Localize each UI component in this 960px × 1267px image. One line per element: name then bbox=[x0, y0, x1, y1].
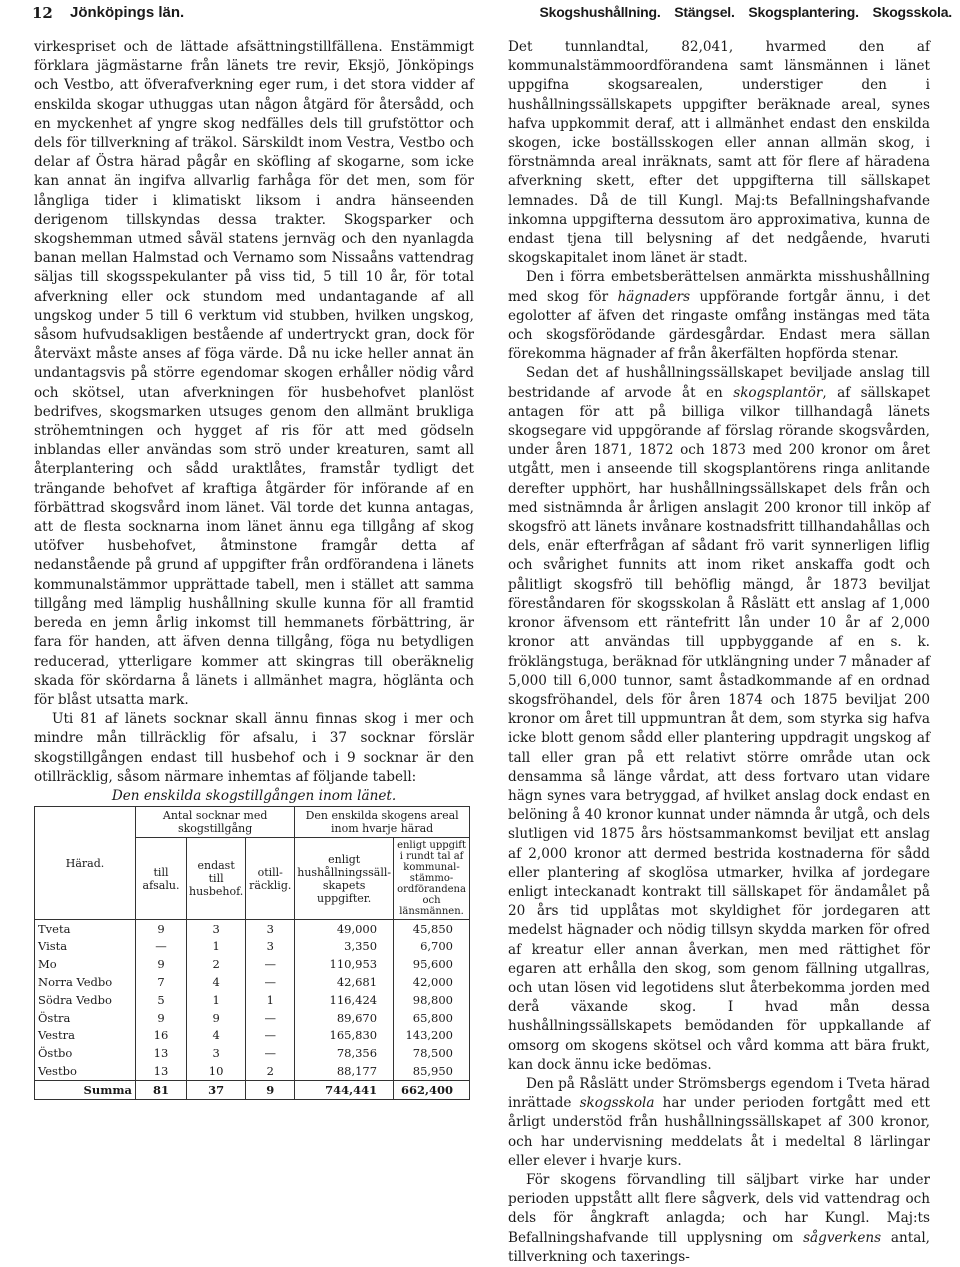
otillracklig-cell: 3 bbox=[246, 920, 295, 938]
husbehof-cell: 1 bbox=[187, 938, 246, 956]
right-column bbox=[508, 38, 930, 1267]
hushallning-cell: 42,681 bbox=[295, 974, 394, 992]
harad-cell: Norra Vedbo bbox=[35, 974, 136, 992]
table-row bbox=[35, 974, 470, 992]
afsalu-cell: 13 bbox=[136, 1063, 187, 1081]
forest-table bbox=[34, 806, 470, 1100]
table-sum-row bbox=[35, 1081, 470, 1100]
hushallning-cell: 89,670 bbox=[295, 1009, 394, 1027]
kommunal-cell: 45,850 bbox=[394, 920, 470, 938]
running-title: Jönköpings län. bbox=[70, 4, 185, 21]
paragraph: Den i förra embetsberättelsen anmärkta misshushållning med skog för hägnaders uppförande fortgår ännu, i det egolotter af äfven det ringaste omfång instängas med täta och skogsförödande gärdesgårdar. Endast mera sällan förekomma hägnader af från åkerfälten hopförda stenar. bbox=[508, 269, 931, 363]
harad-cell: Vestra bbox=[35, 1027, 136, 1045]
afsalu-cell: 16 bbox=[136, 1027, 187, 1045]
hushallning-cell: 78,356 bbox=[295, 1045, 394, 1063]
hushallning-cell: 49,000 bbox=[295, 920, 394, 938]
kommunal-cell: 98,800 bbox=[394, 991, 470, 1009]
husbehof-cell: 4 bbox=[187, 1027, 246, 1045]
kommunal-cell: 85,950 bbox=[394, 1063, 470, 1081]
table-row bbox=[35, 938, 470, 956]
afsalu-cell: 5 bbox=[136, 991, 187, 1009]
table-row bbox=[35, 1045, 470, 1063]
otillracklig-cell: 3 bbox=[246, 938, 295, 956]
paragraph: Sedan det af hushållningssällskapet beviljade anslag till bestridande af arvode åt en skogsplantör, af sällskapet antagen för att på billiga vilkor tillhandagå länets skogsegare vid uppgörande af förslag rörande skogsvården, under åren 1871, 1872 och 1873 med 200 kronor om året utgått, men i anseende till skogsplantörens ringa anlitande derefter upphört, har hushållningssällskapet dels från och med sistnämnda år årligen anslagit 200 kronor till inköp af skogsfrö att länets invånare kostnadsfritt tillhandahållas och dels, enär efterfrågan af sådant frö varit synnerligen liflig och svårighet funnits att inom riket anskaffa godt och pålitligt skogsfrö till behöflig mängd, år 1873 beviljat föreståndaren för skogsskolan å Råslätt ett anslag af 1,000 kronor äfvensom ett räntefritt lån under 10 år af 2,000 kronor att användas till uppbyggande af en s. k. fröklängstuga, beräknad för utklängning under 7 månader af 5,000 till 6,000 tunnor, samt åstadkommande af en ordnad skogsfröhandel, dels för åren 1874 och 1875 beviljat 200 kronor om året till uppmuntran åt dem, som styrka sig hafva icke blott genom sådd eller plantering uppdragit ungskog af tall eller gran på ett relativt större område utan ock densamma så länge vårdat, att dess fortvaro utan vidare hägn synes vara betryggad, af hvilket anslag dock endast en belöning å 40 kronor kunnat under nämnda år utgå, och dels slutligen vid 1875 års höstsammankomst beviljat ett anslag af 2,000 kronor att dermed bestrida kostnaderna för sådd eller plantering af skoglösa utmarker, hvilka af jordegare enligt inteckanadt kontrakt till sällskapet för ändamålet på 20 års tid upplåtas mot skyldighet för jordegaren att medelst hägnader och nödig tillsyn skydda marken för ofred af kreatur eller annan åverkan, men med rättighet för egaren att erhålla den skog, som genom fällning utgallras, och utan lösen vid legotidens slut återbekomma jorden med derå växande skog. I hvad mån dessa hushållningssällskapets bemödanden för uppkallande af omsorg om skogens skötsel och vård komma att bära frukt, kan dock ännu icke bedömas. bbox=[508, 365, 930, 1073]
page-number: 12 bbox=[32, 4, 53, 22]
husbehof-cell: 10 bbox=[187, 1063, 246, 1081]
paragraph: Den på Råslätt under Strömsbergs egendom i Tveta härad inrättade skogsskola har under perioden fortgått med ett årligt understöd från hushållningssällskapet af 300 kronor, och har undervisning meddelats åt i medeltal 8 lärlingar eller elever i hvarje kurs. bbox=[508, 1075, 930, 1169]
left-column bbox=[34, 38, 474, 1100]
kommunal-cell: 65,800 bbox=[394, 1009, 470, 1027]
afsalu-cell: 7 bbox=[136, 974, 187, 992]
hushallning-cell: 165,830 bbox=[295, 1027, 394, 1045]
paragraph: Uti 81 af länets socknar skall ännu finnas skog i mer och mindre mån tillräcklig för afsalu, i 37 socknar förslär skogstillgången endast till husbehof och i 9 socknar är den otillräcklig, såsom närmare inhemtas af följande tabell: bbox=[34, 711, 474, 785]
harad-cell: Östbo bbox=[35, 1045, 136, 1063]
topic-skogsskola: Skogsskola. bbox=[872, 4, 952, 20]
kommunal-cell: 42,000 bbox=[394, 974, 470, 992]
sum-label: Summa bbox=[35, 1081, 136, 1100]
sum-cell: 9 bbox=[246, 1081, 295, 1100]
paragraph: Det tunnlandtal, 82,041, hvarmed den af kommunalstämmoordförandena samt länsmännen i länet uppgifna skogsarealen, understiger den i hushållningssällskapets uppgifter beräknade areal, synes hafva uppkommit deraf, att i allmänhet endast den enskilda skogen, icke boställsskogen eller annan allmän skog, i förstnämnda areal inräknats, samt att för flere af häradena afverkning skett, efter det uppgifterna till sällskapet lemnades. Då de till Kungl. Maj:ts Befallningshafvande inkomna uppgifterna dessutom äro approximativa, kunna de endast tjena till belysning af det nedgående, hvaruti skogskapitalet inom länet är stadt. bbox=[508, 39, 930, 267]
kommunal-cell: 6,700 bbox=[394, 938, 470, 956]
otillracklig-cell: — bbox=[246, 956, 295, 974]
col-husbehof: endast till husbehof. bbox=[187, 838, 246, 920]
afsalu-cell: 13 bbox=[136, 1045, 187, 1063]
husbehof-cell: 4 bbox=[187, 974, 246, 992]
hushallning-cell: 116,424 bbox=[295, 991, 394, 1009]
otillracklig-cell: — bbox=[246, 1009, 295, 1027]
sum-cell: 37 bbox=[187, 1081, 246, 1100]
paragraph: virkespriset och de lättade afsättningstillfällena. Enstämmigt förklara jägmästarne från länets tre revir, Eksjö, Jönköpings och Vestbo, att öfverafverkning eger rum, i det stora vidder af enskilda skogar uthuggas utan någon åtgärd för återsådd, och en myckenhet af yngre skog nedfälles dels till grufstöttor och dels för tillverkning af träkol. Särskildt inom Vestra, Vestbo och delar af Östra härad pågår en sköfling af skogarne, som icke kan annat än ingifva allvarlig farhåga för det men, som för långliga tider i klimatiskt liksom i andra hänseenden derigenom tillskyndas dessa trakter. Skogsparker och skogshemman utmed såväl statens jernväg och den nyanlagda banan mellan Halmstad och Vernamo som Nissaåns vattendrag säljas till skogsspekulanter på viss tid, 5 till 10 år, för total afverkning eller ock stundom med undantagande af all ungskog under 5 till 6 verktum vid stubben, hvilken ungskog, såsom hufvudsakligen bestående af undertryckt gran, dock för återväxt måste anses af föga värde. Då nu icke heller annat än undantagsvis på större egendomar skogen erhåller nödig vård och skötsel, utan afverkningen för husbehofvet planlöst bedrifves, skogsmarken utsuges genom den allmänt brukliga ströhemtningen och hygget af ris för att med gödseln inblandas eller användas som strö under kreaturen, samt all återplantering och sådd uraktlåtes, framstår tydligt det trängande behofvet af kraftiga åtgärder för införande af en förbättrad skogsvård inom länet. Väl torde det kunna antagas, att de flesta socknarna inom länet ännu ega tillgång af skog utöfver husbehofvet, åtminstone framgår detta af nedanstående på grund af uppgifter från ordförandena i länets kommunalstämmor upprättade tabell, men i stället att samma tillgång med lämplig hushållning skulle kunna för all framtid bereda en jemn årlig inkomst till hemmanets förbättring, är fara för handen, att äfven denna tillgång, föga nu betydligen reducerad, ytterligare kommer att skingras till oberäknelig skada för skördarna å länets i allmänhet magra, höglänta och för blåst utsatta mark. bbox=[34, 39, 474, 708]
harad-cell: Mo bbox=[35, 956, 136, 974]
col-hushallning: enligt hushållningssäll-skapets uppgifter. bbox=[295, 838, 394, 920]
husbehof-cell: 3 bbox=[187, 1045, 246, 1063]
otillracklig-cell: — bbox=[246, 974, 295, 992]
husbehof-cell: 1 bbox=[187, 991, 246, 1009]
table-row bbox=[35, 1063, 470, 1081]
harad-cell: Tveta bbox=[35, 920, 136, 938]
table-row bbox=[35, 991, 470, 1009]
col-afsalu: till afsalu. bbox=[136, 838, 187, 920]
sum-cell: 744,441 bbox=[295, 1081, 394, 1100]
hushallning-cell: 88,177 bbox=[295, 1063, 394, 1081]
table-row bbox=[35, 956, 470, 974]
col-kommunal: enligt uppgift i rundt tal af kommunal-stämmo-ordförandena och länsmännen. bbox=[394, 838, 470, 920]
afsalu-cell: — bbox=[136, 938, 187, 956]
harad-cell: Vista bbox=[35, 938, 136, 956]
afsalu-cell: 9 bbox=[136, 956, 187, 974]
col-group-areal: Den enskilda skogens areal inom hvarje härad bbox=[295, 807, 470, 838]
hushallning-cell: 110,953 bbox=[295, 956, 394, 974]
husbehof-cell: 2 bbox=[187, 956, 246, 974]
kommunal-cell: 78,500 bbox=[394, 1045, 470, 1063]
table-row bbox=[35, 1027, 470, 1045]
section-topics bbox=[529, 4, 952, 20]
col-group-socknar: Antal socknar med skogstillgång bbox=[136, 807, 295, 838]
topic-skogshushallning: Skogshushållning. bbox=[539, 4, 661, 20]
topic-skogsplantering: Skogsplantering. bbox=[748, 4, 859, 20]
table-row bbox=[35, 920, 470, 938]
table-row bbox=[35, 1009, 470, 1027]
paragraph: För skogens förvandling till säljbart virke har under perioden uppstått allt flere sågverk, dels vid vattendrag och dels för ångkraft anlagda; och har Kungl. Maj:ts Befallningshafvande till upplysning om sågverkens antal, tillverkning och taxerings- bbox=[508, 1171, 931, 1265]
otillracklig-cell: 2 bbox=[246, 1063, 295, 1081]
topic-stangsel: Stängsel. bbox=[674, 4, 735, 20]
husbehof-cell: 3 bbox=[187, 920, 246, 938]
harad-cell: Östra bbox=[35, 1009, 136, 1027]
harad-cell: Södra Vedbo bbox=[35, 991, 136, 1009]
hushallning-cell: 3,350 bbox=[295, 938, 394, 956]
sum-cell: 81 bbox=[136, 1081, 187, 1100]
col-harad: Härad. bbox=[35, 807, 136, 920]
afsalu-cell: 9 bbox=[136, 1009, 187, 1027]
afsalu-cell: 9 bbox=[136, 920, 187, 938]
page-header bbox=[0, 0, 960, 28]
sum-cell: 662,400 bbox=[394, 1081, 470, 1100]
otillracklig-cell: — bbox=[246, 1027, 295, 1045]
otillracklig-cell: 1 bbox=[246, 991, 295, 1009]
table-caption: Den enskilda skogstillgången inom länet. bbox=[111, 787, 397, 804]
col-otillracklig: otill-räcklig. bbox=[246, 838, 295, 920]
harad-cell: Vestbo bbox=[35, 1063, 136, 1081]
kommunal-cell: 95,600 bbox=[394, 956, 470, 974]
husbehof-cell: 9 bbox=[187, 1009, 246, 1027]
kommunal-cell: 143,200 bbox=[394, 1027, 470, 1045]
otillracklig-cell: — bbox=[246, 1045, 295, 1063]
